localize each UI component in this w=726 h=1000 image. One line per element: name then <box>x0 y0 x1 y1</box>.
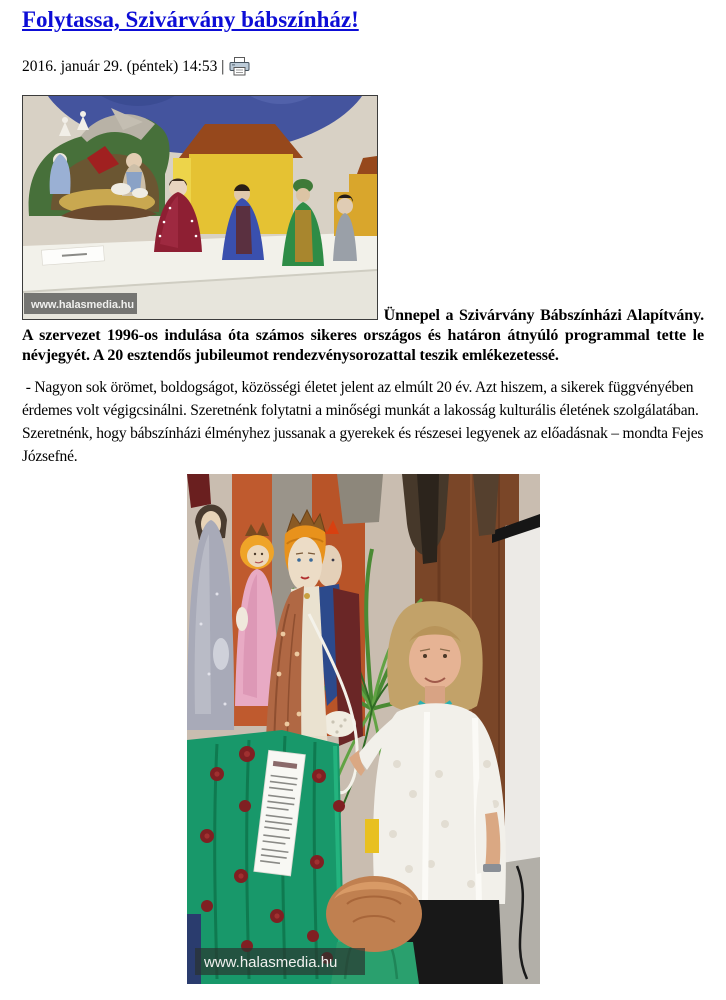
dateline <box>22 57 704 81</box>
article-photo-puppeteer <box>187 474 540 984</box>
photo1-watermark-text: www.halasmedia.hu <box>31 299 135 311</box>
green-drape-with-roses <box>187 730 345 984</box>
article-title-link[interactable]: Folytassa, Szivárvány bábszínház! <box>22 7 359 32</box>
page-title <box>22 0 704 34</box>
photo2-watermark-text: www.halasmedia.hu <box>203 954 337 971</box>
lead-text: Ünnepel a Szivárvány Bábszínházi Alapítvány. A szervezet 1996-os indulása óta számos sikeres országos és határon átnyúló programmal tette le névjegyét. A 20 esztendős jubileumot rendezvénysorozattal teszik emlékezetessé. <box>22 307 705 364</box>
body-paragraph: - Nagyon sok örömet, boldogságot, közösségi életet jelent az elmúlt 20 év. Azt hiszem, a sikerek függvényében érdemes volt végigcsinálni. Szeretnénk folytatni a minőségi munkát a lakosság kulturális életének szolgálatában. Szeretnénk, hogy bábszínházi élményhez jussanak a gyerekek és részesei legyenek az előadásnak – mondta Fejes Józsefné. <box>22 379 707 465</box>
printer-icon[interactable] <box>229 57 250 81</box>
photo1-watermark <box>24 293 137 314</box>
article-photo-nativity <box>22 95 378 320</box>
wristwatch <box>483 864 501 872</box>
photo2-container <box>22 474 704 989</box>
yellow-prop <box>365 819 379 853</box>
lead-paragraph <box>22 95 704 366</box>
article-date: 2016. január 29. (péntek) 14:53 | <box>22 58 225 75</box>
photo2-watermark <box>195 948 365 975</box>
